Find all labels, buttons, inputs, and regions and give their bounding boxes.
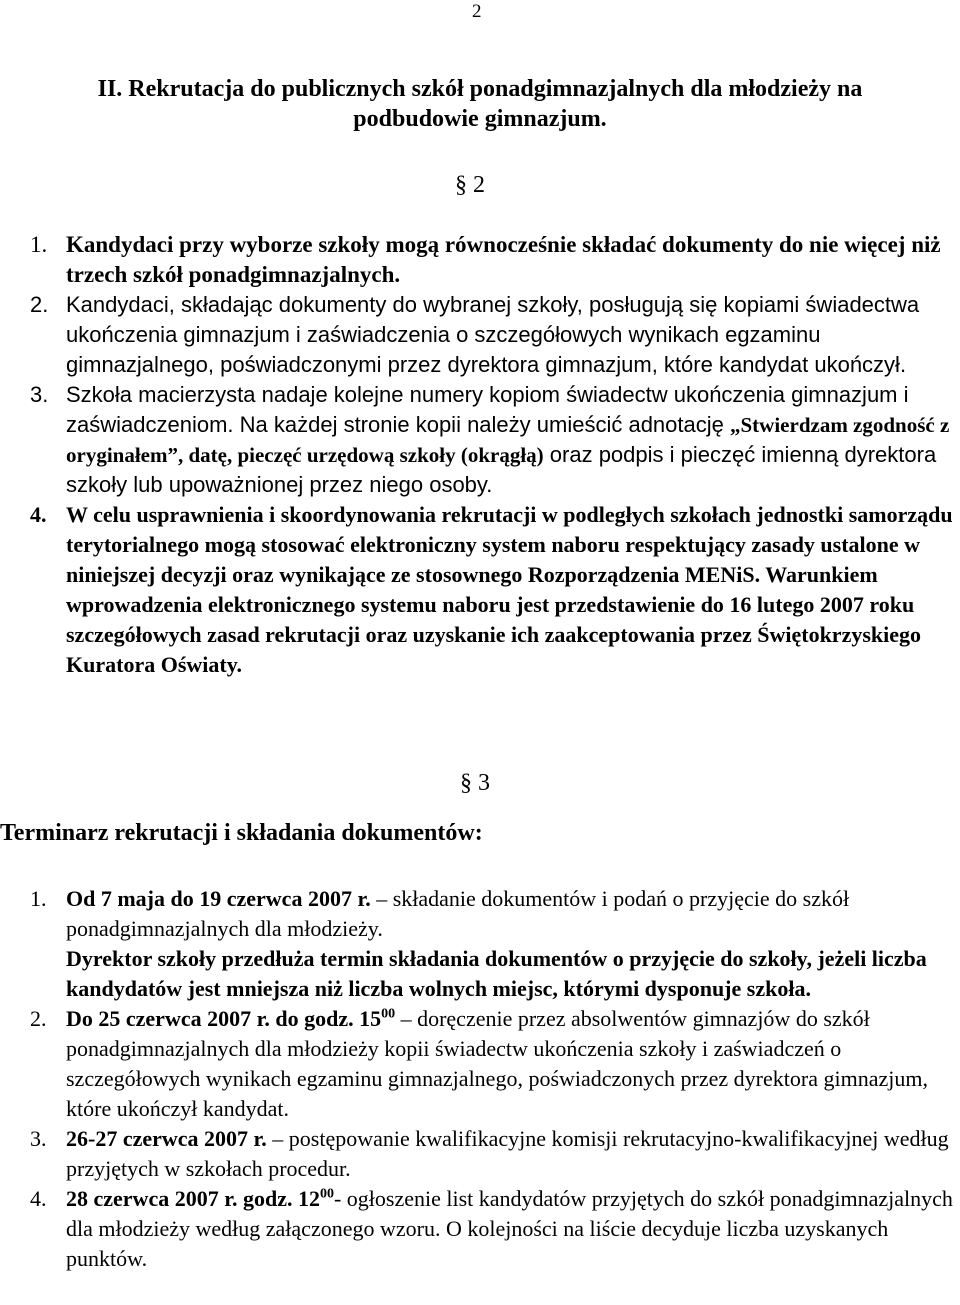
list-item — [0, 290, 960, 380]
schedule-note: Dyrektor szkoły przedłuża termin składania dokumentów o przyjęcie do szkoły, jeżeli liczba kandydatów jest mniejsza niż liczba wolnych miejsc, którymi dysponuje szkoła. — [66, 946, 927, 1001]
schedule-sup: 00 — [319, 1186, 334, 1202]
schedule-date: Od 7 maja do 19 czerwca 2007 r. — [66, 886, 371, 911]
list-number: 4. — [30, 502, 47, 527]
list-number: 1. — [30, 886, 47, 911]
list-number: 1. — [30, 232, 48, 257]
list-text: Kandydaci, składając dokumenty do wybranej szkoły, posługują się kopiami świadectwa ukończenia gimnazjum i zaświadczenia o szczegółowych wynikach egzaminu gimnazjalnego, poświadczonymi przez dyrektora gimnazjum, które kandydat ukończył. — [66, 292, 920, 377]
list-number: 4. — [30, 1186, 47, 1211]
schedule-date: Do 25 czerwca 2007 r. do godz. 15 — [66, 1006, 382, 1031]
list-number: 2. — [30, 1006, 47, 1031]
list-text-bold: „Stwierdzam zgodność z oryginałem”, datę, pieczęć urzędową szkoły (okrągłą) — [66, 413, 950, 467]
section-title — [0, 74, 960, 134]
list-item — [0, 500, 960, 680]
paragraph-2-list — [0, 230, 960, 680]
list-text: Szkoła macierzysta nadaje kolejne numery kopiom świadectw ukończenia gimnazjum i zaświadczeniom. — [66, 382, 909, 437]
schedule-list — [0, 884, 960, 1274]
list-item — [0, 380, 960, 500]
list-text: Kandydaci przy wyborze szkoły mogą równocześnie składać dokumenty do nie więcej niż trzech szkół ponadgimnazjalnych. — [66, 232, 941, 287]
list-text: – składanie dokumentów i podań o przyjęcie do szkół ponadgimnazjalnych dla młodzieży. — [66, 886, 850, 941]
list-text: - ogłoszenie list kandydatów przyjętych do szkół ponadgimnazjalnych dla młodzieży według załączonego wzoru. O kolejności na liście decyduje liczba uzyskanych punktów. — [66, 1186, 953, 1271]
list-text: – postępowanie kwalifikacyjne komisji rekrutacyjno-kwalifikacyjnej według przyjętych w szkołach procedur. — [66, 1126, 949, 1181]
schedule-heading: Terminarz rekrutacji i składania dokumentów: — [0, 820, 483, 846]
list-number: 3. — [30, 1126, 47, 1151]
list-text: W celu usprawnienia i skoordynowania rekrutacji w podległych szkołach jednostki samorządu terytorialnego mogą stosować elektroniczny system naboru respektujący zasady ustalone w niniejszej decyzji oraz wynikające ze stosownego Rozporządzenia MENiS. Warunkiem wprowadzenia elektronicznego systemu naboru jest przedstawienie do 16 lutego 2007 roku szczegółowych zasad rekrutacji oraz uzyskanie ich zaakceptowania przez Świętokrzyskiego Kuratora Oświaty. — [66, 502, 953, 677]
list-item — [0, 230, 960, 290]
list-text: – doręczenie przez absolwentów gimnazjów do szkół ponadgimnazjalnych dla młodzieży kopii świadectw ukończenia szkoły i zaświadczeń o szczegółowych wynikach egzaminu gimnazjalnego, poświadczonych przez dyrektora gimnazjum, które ukończył kandydat. — [66, 1006, 928, 1121]
page-number: 2 — [472, 1, 482, 22]
list-number: 2. — [30, 292, 49, 317]
schedule-sup: 00 — [381, 1006, 396, 1022]
list-text: oraz podpis i pieczęć imienną dyrektora szkoły lub upoważnionej przez niego osoby. — [66, 442, 937, 497]
list-text: Na każdej stronie kopii należy umieścić adnotację — [233, 412, 730, 437]
schedule-date: 26-27 czerwca 2007 r. — [66, 1126, 267, 1151]
section-title-line2: podbudowie gimnazjum. — [353, 106, 607, 132]
list-number: 3. — [30, 382, 49, 407]
schedule-date: 28 czerwca 2007 r. godz. 12 — [66, 1186, 320, 1211]
list-item — [0, 1004, 960, 1124]
section-title-line1: II. Rekrutacja do publicznych szkół ponadgimnazjalnych dla młodzieży na — [97, 76, 863, 102]
list-item — [0, 1124, 960, 1184]
list-item — [0, 1184, 960, 1274]
paragraph-2-mark: § 2 — [455, 172, 485, 198]
paragraph-3-mark: § 3 — [460, 770, 490, 796]
list-item — [0, 884, 960, 1004]
